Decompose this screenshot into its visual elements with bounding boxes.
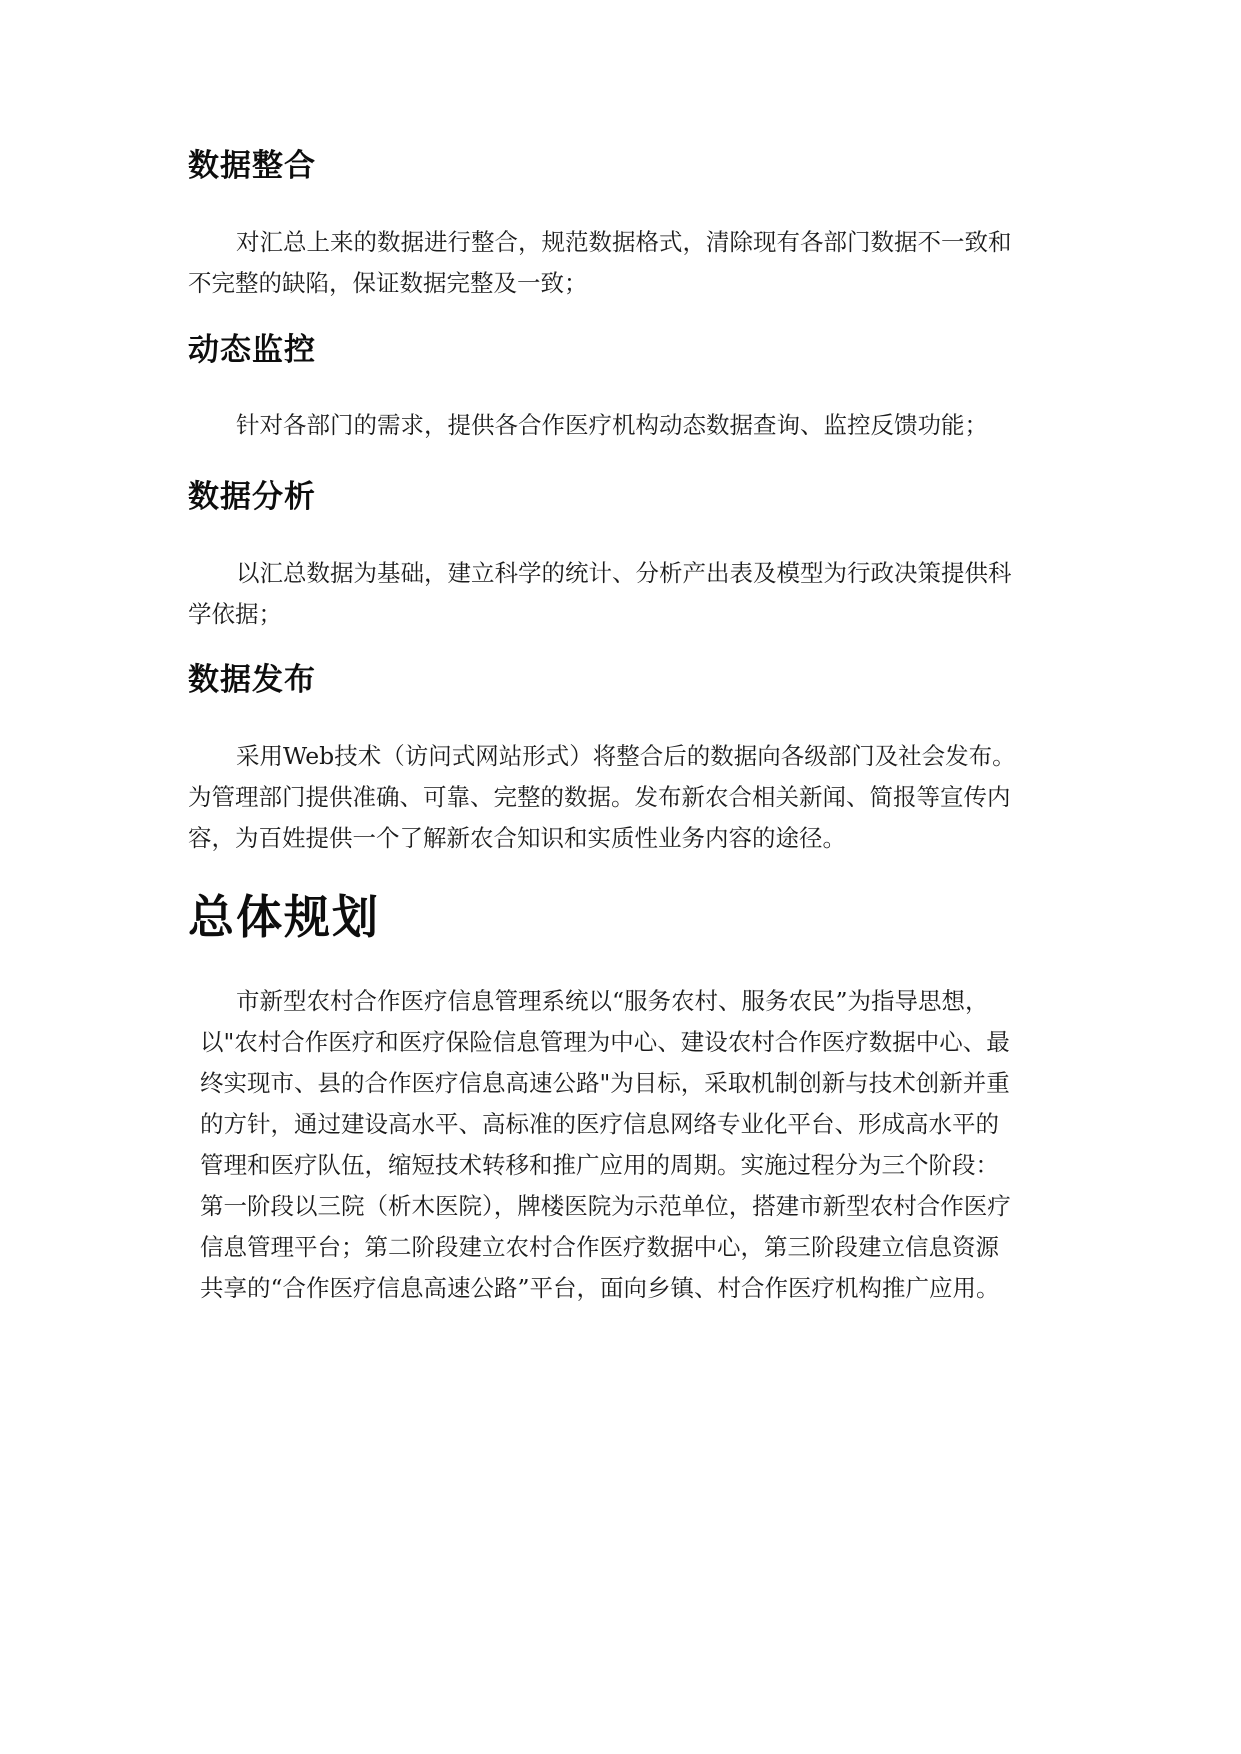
section-heading-dynamic-monitoring: 动态监控 [188,332,316,368]
paragraph-line: 终实现市、县的合作医疗信息高速公路"为目标，采取机制创新与技术创新并重 [200,1069,1010,1097]
paragraph-line: 对汇总上来的数据进行整合，规范数据格式，清除现有各部门数据不一致和 [236,228,1012,256]
paragraph-line: 为管理部门提供准确、可靠、完整的数据。发布新农合相关新闻、简报等宣传内 [188,783,1011,811]
paragraph-line: 容，为百姓提供一个了解新农合知识和实质性业务内容的途径。 [188,824,846,852]
section-heading-data-analysis: 数据分析 [188,479,316,515]
section-body-data-integration [188,222,1058,304]
section-body-data-publishing [188,736,1058,859]
paragraph-line: 不完整的缺陷，保证数据完整及一致； [188,269,588,297]
section-body-data-analysis [188,553,1058,635]
paragraph-line: 管理和医疗队伍，缩短技术转移和推广应用的周期。实施过程分为三个阶段： [200,1151,999,1179]
paragraph-line: 以汇总数据为基础，建立科学的统计、分析产出表及模型为行政决策提供科 [236,559,1012,587]
paragraph-line: 的方针，通过建设高水平、高标准的医疗信息网络专业化平台、形成高水平的 [200,1110,999,1138]
paragraph-line: 采用Web技术（访问式网站形式）将整合后的数据向各级部门及社会发布。 [236,742,1016,770]
section-body-dynamic-monitoring [188,405,1058,446]
paragraph-line: 市新型农村合作医疗信息管理系统以“服务农村、服务农民”为指导思想， [236,987,989,1015]
paragraph-line: 共享的“合作医疗信息高速公路”平台，面向乡镇、村合作医疗机构推广应用。 [200,1274,1000,1302]
overall-plan-body [188,981,1058,1309]
chapter-title-overall-plan: 总体规划 [188,890,380,944]
paragraph-line: 学依据； [188,600,282,628]
paragraph-line: 信息管理平台；第二阶段建立农村合作医疗数据中心，第三阶段建立信息资源 [200,1233,999,1261]
section-heading-data-publishing: 数据发布 [188,662,316,698]
paragraph-line: 以"农村合作医疗和医疗保险信息管理为中心、建设农村合作医疗数据中心、最 [200,1028,1010,1056]
section-heading-data-integration: 数据整合 [188,148,316,184]
paragraph-line: 第一阶段以三院（析木医院），牌楼医院为示范单位，搭建市新型农村合作医疗 [200,1192,1011,1220]
paragraph-line: 针对各部门的需求，提供各合作医疗机构动态数据查询、监控反馈功能； [236,411,988,439]
